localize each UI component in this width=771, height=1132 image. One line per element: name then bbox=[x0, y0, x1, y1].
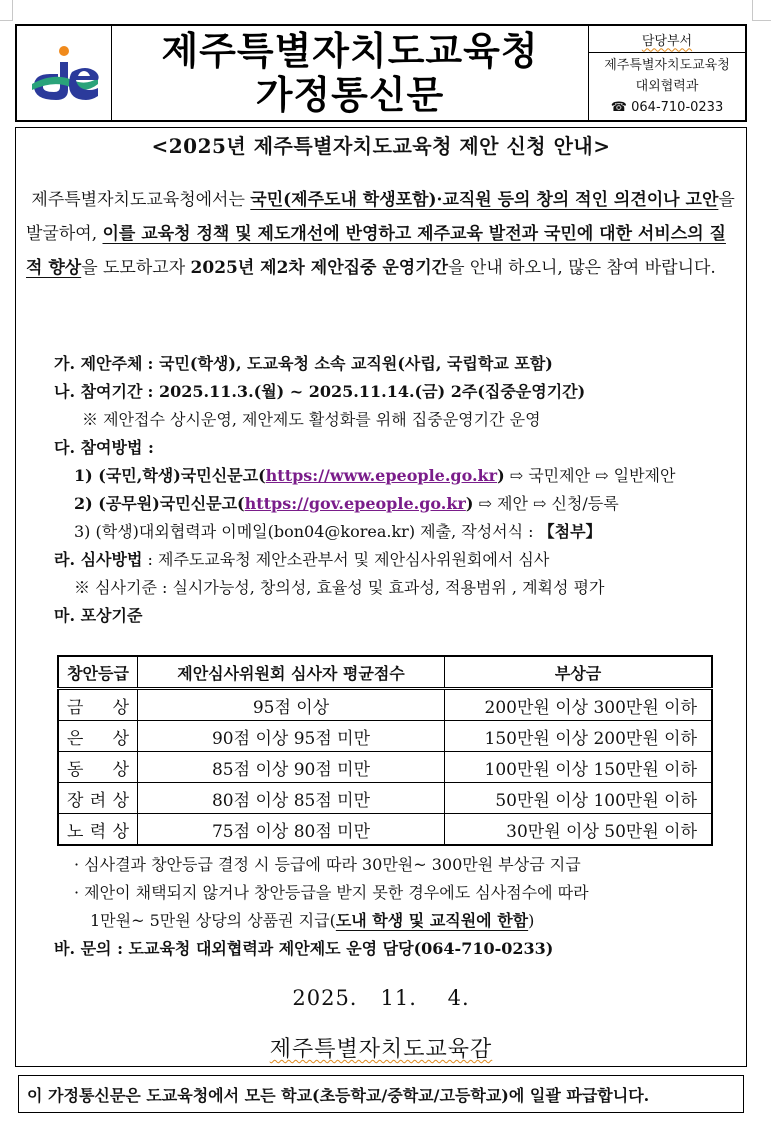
intro-text: 을 발굴하여, bbox=[26, 190, 735, 244]
item-value: : 제주도교육청 제안소관부서 및 제안심사위원회에서 심사 bbox=[142, 550, 550, 569]
page-corner-mark bbox=[752, 0, 771, 21]
method-path: ⇨ 국민제안 ⇨ 일반제안 bbox=[504, 466, 676, 485]
award-table bbox=[57, 655, 713, 846]
prize-cell: 50만원 이상 100만원 이하 bbox=[445, 783, 713, 814]
org-title: 제주특별자치도교육청 bbox=[161, 29, 539, 73]
score-cell: 75점 이상 80점 미만 bbox=[138, 814, 445, 846]
score-cell: 80점 이상 85점 미만 bbox=[138, 783, 445, 814]
intro-text: 을 안내 하오니, 많은 참여 바랍니다. bbox=[448, 258, 716, 278]
table-row bbox=[58, 721, 712, 752]
phone-icon: ☎ bbox=[610, 100, 627, 115]
method-text: ) bbox=[465, 494, 474, 513]
table-row bbox=[58, 783, 712, 814]
method-text: 1) (국민,학생)국민신문고( bbox=[74, 466, 266, 485]
item-label: 가. 제안주체 bbox=[54, 354, 143, 373]
score-cell: 90점 이상 95점 미만 bbox=[138, 721, 445, 752]
department-info bbox=[589, 53, 745, 120]
method-text: 2) (공무원)국민신문고( bbox=[74, 494, 245, 513]
item-ma bbox=[54, 602, 744, 630]
col-header-score: 제안심사위원회 심사자 평균점수 bbox=[138, 656, 445, 689]
letter-header bbox=[15, 24, 747, 122]
item-label: 마. 포상기준 bbox=[54, 606, 143, 625]
prize-cell: 30만원 이상 50만원 이하 bbox=[445, 814, 713, 846]
letter-body bbox=[15, 127, 747, 1067]
phone-number: 064-710-0233 bbox=[631, 100, 724, 115]
item-label: 라. 심사방법 bbox=[54, 550, 143, 569]
method-1 bbox=[54, 462, 744, 490]
table-row bbox=[58, 752, 712, 783]
item-ba-contact: 바. 문의 : 도교육청 대외협력과 제안제도 운영 담당(064-710-0233) bbox=[54, 939, 554, 958]
title-cell bbox=[112, 26, 589, 120]
note-3 bbox=[54, 907, 744, 935]
award-notes bbox=[54, 851, 744, 963]
item-ra bbox=[54, 546, 744, 574]
prize-cell: 100만원 이상 150만원 이하 bbox=[445, 752, 713, 783]
item-na-note: ※ 제안접수 상시운영, 제안제도 활성화를 위해 집중운영기간 운영 bbox=[82, 410, 541, 429]
gov-epeople-link[interactable]: https://gov.epeople.go.kr bbox=[244, 494, 466, 513]
department-label bbox=[589, 26, 745, 53]
item-da bbox=[54, 434, 744, 462]
item-label: 나. 참여기간 bbox=[54, 382, 143, 401]
method-text: ) bbox=[497, 466, 505, 485]
note-text: 1만원~ 5만원 상당의 상품권 지급( bbox=[90, 911, 336, 930]
note-1: · 심사결과 창안등급 결정 시 등급에 따라 30만원~ 300만원 부상금 지급 bbox=[74, 855, 581, 874]
department-label-text: 담당부서 bbox=[641, 33, 693, 49]
item-value: : 국민(학생), 도교육청 소속 교직원(사립, 국립학교 포함) bbox=[147, 354, 553, 373]
note-text: ) bbox=[528, 911, 535, 930]
signature-text: 제주특별자치도교육감 bbox=[269, 1037, 493, 1062]
intro-text: 을 도모하고자 bbox=[81, 258, 191, 278]
intro-emphasis: 국민(제주도내 학생포함)·교직원 등의 창의 적인 의견이나 고안 bbox=[250, 190, 719, 210]
department-phone bbox=[611, 97, 723, 118]
je-logo-icon bbox=[24, 42, 104, 104]
department-cell bbox=[589, 26, 745, 120]
grade-cell: 노 력 상 bbox=[58, 814, 138, 846]
method-text: 3) (학생)대외협력과 이메일(bon04@korea.kr) 제출, 작성서식 : bbox=[74, 522, 539, 541]
prize-cell: 200만원 이상 300만원 이하 bbox=[445, 689, 713, 721]
page-corner-mark bbox=[0, 0, 13, 21]
intro-text: 제주특별자치도교육청에서는 bbox=[31, 190, 251, 210]
table-row bbox=[58, 689, 712, 721]
note-2: · 제안이 채택되지 않거나 창안등급을 받지 못한 경우에도 심사점수에 따라 bbox=[74, 883, 589, 902]
item-list bbox=[54, 350, 744, 630]
item-na bbox=[54, 378, 744, 406]
signature bbox=[16, 1032, 746, 1063]
issue-date: 2025. 11. 4. bbox=[292, 986, 470, 1010]
col-header-grade: 창안등급 bbox=[58, 656, 138, 689]
item-ga bbox=[54, 350, 744, 378]
col-header-prize: 부상금 bbox=[445, 656, 713, 689]
doc-type-title: 가정통신문 bbox=[255, 73, 445, 117]
score-cell: 95점 이상 bbox=[138, 689, 445, 721]
method-2 bbox=[54, 490, 744, 518]
item-label: 다. 참여방법 : bbox=[54, 438, 154, 457]
department-name: 대외협력과 bbox=[635, 79, 699, 94]
score-cell: 85점 이상 90점 미만 bbox=[138, 752, 445, 783]
table-header-row bbox=[58, 656, 712, 689]
item-value: : 2025.11.3.(월) ~ 2025.11.14.(금) 2주(집중운영기간) bbox=[147, 382, 586, 401]
grade-cell: 동 상 bbox=[58, 752, 138, 783]
grade-cell: 장 려 상 bbox=[58, 783, 138, 814]
note-emphasis: 도내 학생 및 교직원에 한함 bbox=[335, 911, 529, 930]
intro-bold: 2025년 제2차 제안집중 운영기간 bbox=[190, 258, 449, 278]
grade-cell: 은 상 bbox=[58, 721, 138, 752]
letter-subtitle: <2025년 제주특별자치도교육청 제안 신청 안내> bbox=[151, 134, 611, 158]
item-ra-note: ※ 심사기준 : 실시가능성, 창의성, 효율성 및 효과성, 적용범위 , 계획성 평가 bbox=[74, 578, 605, 597]
prize-cell: 150만원 이상 200만원 이하 bbox=[445, 721, 713, 752]
attachment-marker: 【첨부】 bbox=[538, 522, 602, 541]
department-org: 제주특별자치도교육청 bbox=[604, 58, 730, 73]
method-3 bbox=[54, 518, 744, 546]
intro-paragraph bbox=[26, 183, 741, 285]
grade-cell: 금 상 bbox=[58, 689, 138, 721]
method-path: ⇨ 제안 ⇨ 신청/등록 bbox=[473, 494, 619, 513]
table-row bbox=[58, 814, 712, 846]
logo-cell bbox=[17, 26, 112, 120]
epeople-link[interactable]: https://www.epeople.go.kr bbox=[265, 466, 498, 485]
distribution-notice: 이 가정통신문은 도교육청에서 모든 학교(초등학교/중학교/고등학교)에 일괄 파급합니다. bbox=[18, 1075, 744, 1113]
intro-emphasis: 이를 교육청 정책 및 제도개선에 반영하고 제주교육 발전과 국민에 대한 서비스의 질적 향상 bbox=[26, 224, 726, 278]
